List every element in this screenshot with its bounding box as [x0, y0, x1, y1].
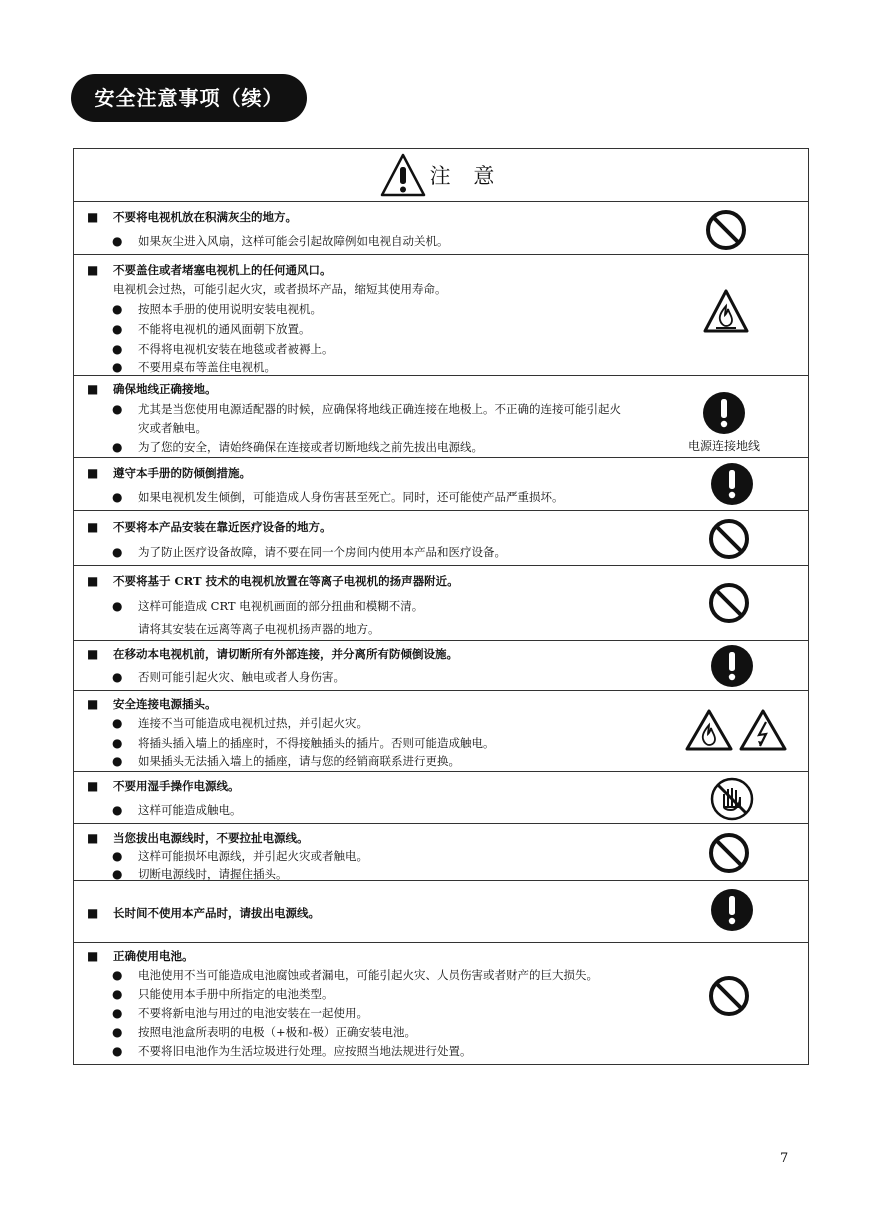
section-line: 如果电视机发生倾倒，可能造成人身伤害甚至死亡。同时，还可能使产品严重损坏。 — [138, 490, 564, 504]
square-bullet: ■ — [87, 697, 99, 711]
mandatory-icon — [702, 391, 746, 435]
section-line: 为了您的安全，请始终确保在连接或者切断地线之前先拔出电源线。 — [138, 440, 483, 454]
square-bullet: ■ — [87, 647, 99, 661]
section-line: 为了防止医疗设备故障，请不要在同一个房间内使用本产品和医疗设备。 — [138, 545, 506, 559]
section-line: 否则可能引起火灾、触电或者人身伤害。 — [138, 670, 345, 684]
section-title: 不要将电视机放在积满灰尘的地方。 — [113, 210, 297, 224]
section-wet-hands — [74, 772, 808, 824]
mandatory-icon — [710, 462, 754, 506]
icon-box — [688, 391, 760, 454]
section-line: 不要将新电池与用过的电池安装在一起使用。 — [138, 1006, 368, 1020]
section-dust — [74, 202, 808, 255]
section-line: 电池使用不当可能造成电池腐蚀或者漏电，可能引起火灾、人员伤害或者财产的巨大损失。 — [138, 968, 598, 982]
icon-box — [703, 288, 749, 334]
section-line: 将插头插入墙上的插座时，不得接触插头的插片。否则可能造成触电。 — [138, 736, 495, 750]
fire-warning-icon — [685, 708, 733, 752]
section-line: 如果插头无法插入墙上的插座，请与您的经销商联系进行更换。 — [138, 754, 460, 768]
section-line: 请将其安装在远离等离子电视机扬声器的地方。 — [138, 622, 380, 636]
bullet: ● — [112, 670, 123, 684]
caution-table — [73, 148, 809, 1065]
icon-box — [708, 832, 750, 874]
section-ventilation — [74, 255, 808, 376]
bullet: ● — [112, 867, 123, 881]
bullet: ● — [112, 754, 123, 768]
section-line: 这样可能损坏电源线，并引起火灾或者触电。 — [138, 849, 368, 863]
section-unplug — [74, 824, 808, 881]
section-grounding — [74, 376, 808, 458]
prohibition-icon — [708, 582, 750, 624]
bullet: ● — [112, 322, 123, 336]
icon-box — [705, 209, 747, 251]
section-title: 正确使用电池。 — [113, 949, 194, 963]
section-line: 按照本手册的使用说明安装电视机。 — [138, 302, 322, 316]
icon-box — [710, 462, 754, 506]
bullet: ● — [112, 545, 123, 559]
section-title: 当您拔出电源线时，不要拉扯电源线。 — [113, 831, 309, 845]
square-bullet: ■ — [87, 210, 99, 224]
section-title: 不要将基于 CRT 技术的电视机放置在等离子电视机的扬声器附近。 — [113, 574, 459, 588]
section-title: 确保地线正确接地。 — [113, 382, 217, 396]
square-bullet: ■ — [87, 949, 99, 963]
bullet: ● — [112, 1025, 123, 1039]
icon-box — [710, 888, 754, 932]
section-line: 灾或者触电。 — [138, 421, 207, 435]
bullet: ● — [112, 968, 123, 982]
bullet: ● — [112, 803, 123, 817]
square-bullet: ■ — [87, 520, 99, 534]
section-intro: 电视机会过热，可能引起火灾，或者损坏产品，缩短其使用寿命。 — [113, 282, 447, 296]
bullet: ● — [112, 1006, 123, 1020]
square-bullet: ■ — [87, 906, 99, 920]
square-bullet: ■ — [87, 831, 99, 845]
section-title: 安全连接电源插头。 — [113, 697, 217, 711]
section-plug — [74, 691, 808, 772]
electric-shock-warning-icon — [739, 708, 787, 752]
section-title: 不要盖住或者堵塞电视机上的任何通风口。 — [113, 263, 332, 277]
bullet: ● — [112, 716, 123, 730]
icon-box — [710, 644, 754, 688]
bullet: ● — [112, 490, 123, 504]
section-line: 这样可能造成 CRT 电视机画面的部分扭曲和模糊不清。 — [138, 599, 424, 613]
icon-box — [710, 777, 754, 821]
icon-box — [708, 518, 750, 560]
page-number: 7 — [780, 1151, 789, 1166]
icon-box — [685, 708, 787, 752]
icon-caption: 电源连接地线 — [688, 439, 761, 453]
fire-warning-icon — [703, 288, 749, 334]
section-line: 不要用桌布等盖住电视机。 — [138, 360, 276, 374]
page-title: 安全注意事项（续） — [71, 74, 307, 122]
icon-box — [708, 582, 750, 624]
bullet: ● — [112, 599, 123, 613]
section-long-unused — [74, 881, 808, 943]
section-title: 遵守本手册的防倾倒措施。 — [113, 466, 251, 480]
bullet: ● — [112, 302, 123, 316]
bullet: ● — [112, 402, 123, 416]
section-line: 只能使用本手册中所指定的电池类型。 — [138, 987, 334, 1001]
section-line: 切断电源线时，请握住插头。 — [138, 867, 288, 881]
section-anti-tip — [74, 458, 808, 511]
icon-box — [708, 975, 750, 1017]
bullet: ● — [112, 1044, 123, 1058]
mandatory-icon — [710, 888, 754, 932]
section-line: 不得将电视机安装在地毯或者被褥上。 — [138, 342, 334, 356]
section-crt — [74, 566, 808, 641]
mandatory-icon — [710, 644, 754, 688]
bullet: ● — [112, 360, 123, 374]
warning-triangle-icon — [380, 152, 426, 198]
section-line: 连接不当可能造成电视机过热，并引起火灾。 — [138, 716, 368, 730]
section-title: 不要将本产品安装在靠近医疗设备的地方。 — [113, 520, 332, 534]
square-bullet: ■ — [87, 574, 99, 588]
bullet: ● — [112, 736, 123, 750]
bullet: ● — [112, 440, 123, 454]
section-title: 长时间不使用本产品时，请拔出电源线。 — [113, 906, 320, 920]
square-bullet: ■ — [87, 466, 99, 480]
section-line: 如果灰尘进入风扇，这样可能会引起故障例如电视自动关机。 — [138, 234, 449, 248]
section-moving — [74, 641, 808, 691]
bullet: ● — [112, 342, 123, 356]
section-line: 不要将旧电池作为生活垃圾进行处理。应按照当地法规进行处置。 — [138, 1044, 472, 1058]
square-bullet: ■ — [87, 779, 99, 793]
bullet: ● — [112, 234, 123, 248]
bullet: ● — [112, 849, 123, 863]
section-line: 不能将电视机的通风面朝下放置。 — [138, 322, 311, 336]
prohibition-icon — [705, 209, 747, 251]
caution-header — [74, 149, 808, 202]
section-line: 按照电池盒所表明的电极（+极和-极）正确安装电池。 — [138, 1025, 417, 1039]
section-title: 不要用湿手操作电源线。 — [113, 779, 240, 793]
square-bullet: ■ — [87, 263, 99, 277]
prohibition-icon — [708, 518, 750, 560]
no-wet-hands-icon — [710, 777, 754, 821]
section-medical — [74, 511, 808, 566]
prohibition-icon — [708, 975, 750, 1017]
caution-label: 注 意 — [429, 164, 503, 188]
section-batteries — [74, 943, 808, 1064]
square-bullet: ■ — [87, 382, 99, 396]
bullet: ● — [112, 987, 123, 1001]
section-line: 这样可能造成触电。 — [138, 803, 242, 817]
section-line: 尤其是当您使用电源适配器的时候，应确保将地线正确连接在地极上。不正确的连接可能引起火 — [138, 402, 621, 416]
prohibition-icon — [708, 832, 750, 874]
section-title: 在移动本电视机前，请切断所有外部连接，并分离所有防倾倒设施。 — [113, 647, 458, 661]
